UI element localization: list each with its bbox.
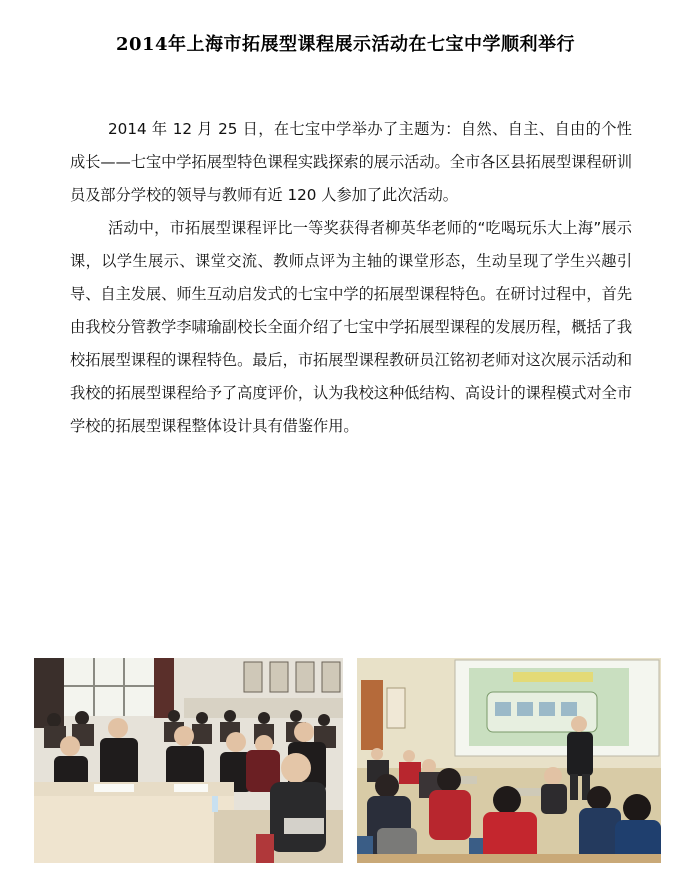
seated-audience-photo (34, 658, 343, 863)
article-body (70, 113, 632, 443)
classroom-presentation-photo (357, 658, 661, 863)
presentation-illustration (357, 658, 661, 863)
paragraph-1: 2014 年 12 月 25 日，在七宝中学举办了主题为：自然、自主、自由的个性成长——七宝中学拓展型特色课程实践探索的展示活动。全市各区县拓展型课程研训员及部分学校的领导与教师有近 120 人参加了此次活动。 (70, 120, 632, 204)
paragraph-2: 活动中，市拓展型课程评比一等奖获得者柳英华老师的“吃喝玩乐大上海”展示课，以学生展示、课堂交流、教师点评为主轴的课堂形态，生动呈现了学生兴趣引导、自主发展、师生互动启发式的七宝中学的拓展型课程特色。在研讨过程中，首先由我校分管教学李啸瑜副校长全面介绍了七宝中学拓展型课程的发展历程，概括了我校拓展型课程的课程特色。最后，市拓展型课程教研员江铭初老师对这次展示活动和我校的拓展型课程给予了高度评价，认为我校这种低结构、高设计的课程模式对全市学校的拓展型课程整体设计具有借鉴作用。 (70, 219, 632, 435)
article-title: 2014年上海市拓展型课程展示活动在七宝中学顺利举行 (115, 34, 576, 55)
audience-illustration (34, 658, 343, 863)
